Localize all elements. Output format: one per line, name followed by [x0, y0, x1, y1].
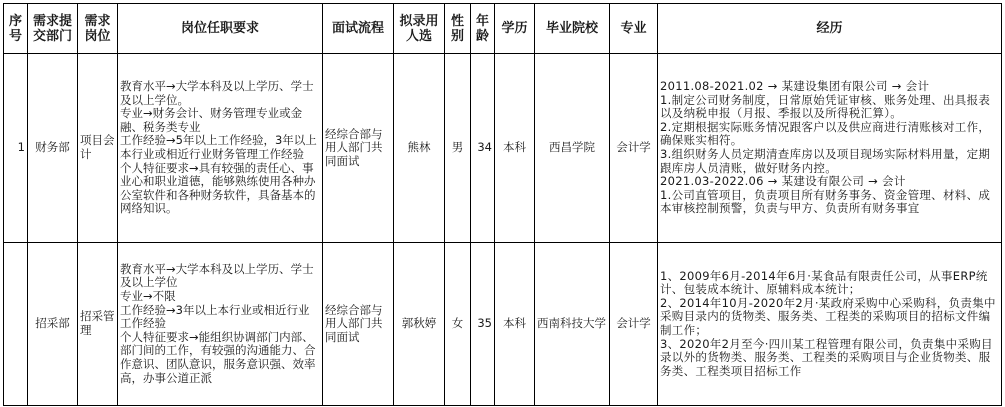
cell-experience: 1、2009年6月-2014年6月·某食品有限责任公司，从事ERP统计、包装成本统计、原辅料成本统计； 2、2014年10月-2020年2月·某政府采购中心采购科，负责集中采购目录内的货物类、服务类、工程类的采购项目的招标文件编制工作； 3、2020年2月至今·四川某工程管理有限公司，负责集中采购目录以外的货物类、服务类、工程类的采购项目与企业货物类、服务类、工程类项目招标工作 [658, 243, 1002, 406]
header-age: 年龄 [471, 4, 495, 54]
header-process: 面试流程 [323, 4, 394, 54]
table-row [4, 54, 1002, 243]
header-school: 毕业院校 [535, 4, 610, 54]
cell-age: 35 [471, 243, 495, 406]
header-requirements: 岗位任职要求 [118, 4, 323, 54]
cell-process: 经综合部与用人部门共同面试 [323, 243, 394, 406]
cell-school: 西南科技大学 [535, 243, 610, 406]
header-candidate: 拟录用人选 [394, 4, 445, 54]
header-experience: 经历 [658, 4, 1002, 54]
header-row [4, 4, 1002, 54]
header-major: 专业 [610, 4, 658, 54]
cell-education: 本科 [495, 243, 535, 406]
cell-seq: 1 [4, 54, 28, 243]
cell-requirements: 教育水平→大学本科及以上学历、学士及以上学位。 专业→财务会计、财务管理专业或金融、税务类专业 工作经验→5年以上工作经验，3年以上本行业或相近行业财务管理工作经验 个人特征要求→具有较强的责任心、事业心和职业道德，能够熟练使用各种办公室软件和各种财务软件，具备基本的网络知识。 [118, 54, 323, 243]
header-gender: 性别 [445, 4, 471, 54]
cell-age: 34 [471, 54, 495, 243]
cell-gender: 女 [445, 243, 471, 406]
cell-major: 会计学 [610, 54, 658, 243]
recruitment-table [3, 3, 1002, 406]
cell-process: 经综合部与用人部门共同面试 [323, 54, 394, 243]
cell-gender: 男 [445, 54, 471, 243]
cell-major: 会计学 [610, 243, 658, 406]
cell-seq [4, 243, 28, 406]
header-position: 需求岗位 [78, 4, 118, 54]
cell-position: 招采管理 [78, 243, 118, 406]
cell-candidate: 熊林 [394, 54, 445, 243]
cell-school: 西昌学院 [535, 54, 610, 243]
header-seq: 序号 [4, 4, 28, 54]
cell-requirements: 教育水平→大学本科及以上学历、学士及以上学位 专业→不限 工作经验→3年以上本行业或相近行业工作经验 个人特征要求→能组织协调部门内部、部门间的工作，有较强的沟通能力、合作意识、团队意识，服务意识强、效率高，办事公道正派 [118, 243, 323, 406]
header-education: 学历 [495, 4, 535, 54]
header-dept: 需求提交部门 [28, 4, 78, 54]
cell-dept: 招采部 [28, 243, 78, 406]
cell-experience: 2011.08-2021.02 → 某建设集团有限公司 → 会计 1.制定公司财务制度，日常原始凭证审核、账务处理、出具报表以及纳税申报（月报、季报以及所得税汇算）。 2.定期根据实际账务情况跟客户以及供应商进行清账核对工作，确保账实相符。 3.组织财务人员定期清查库房以及项目现场实际材料用量，定期跟库房人员清账，做好财务内控。 2021.03-2022.06 → 某建设有限公司 → 会计 1.公司直管项目，负责项目所有财务事务、资金管理、材料、成本审核控制预警，负责与甲方、负责所有财务事宜 [658, 54, 1002, 243]
cell-candidate: 郭秋婷 [394, 243, 445, 406]
cell-education: 本科 [495, 54, 535, 243]
cell-dept: 财务部 [28, 54, 78, 243]
cell-position: 项目会计 [78, 54, 118, 243]
table-row [4, 243, 1002, 406]
